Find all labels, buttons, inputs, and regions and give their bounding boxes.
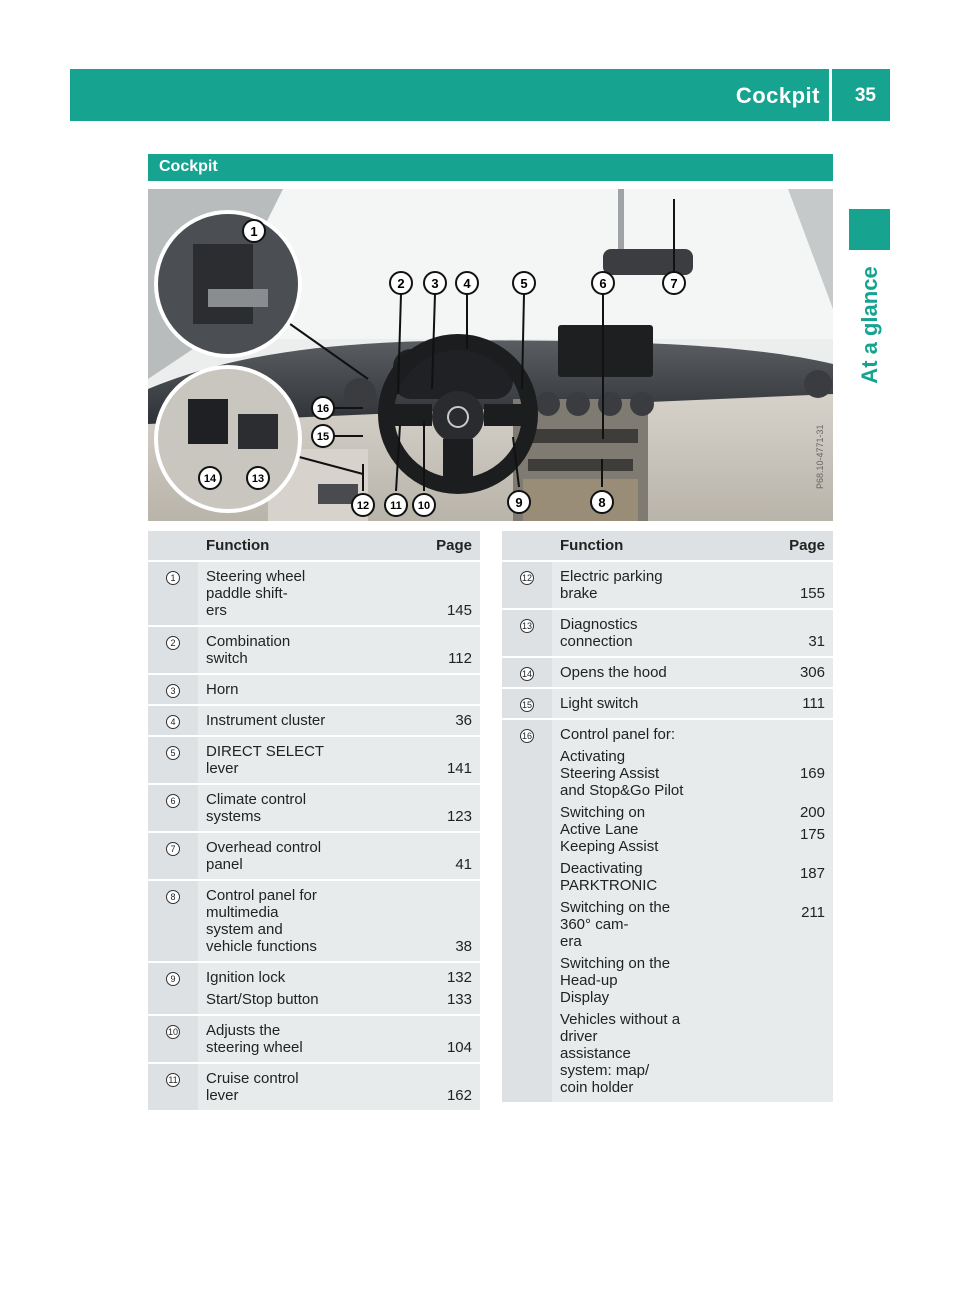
- callout-10: [413, 494, 435, 516]
- svg-text:7: 7: [670, 276, 678, 291]
- function-text: DIRECT SELECT lever: [206, 743, 324, 777]
- page-ref: 187: [799, 865, 825, 882]
- svg-text:12: 12: [356, 500, 370, 512]
- header-title: Cockpit: [735, 83, 820, 108]
- svg-text:16: 16: [316, 403, 330, 415]
- svg-text:6: 6: [599, 276, 607, 291]
- page-ref: 111: [693, 688, 834, 719]
- table-row: [148, 832, 480, 880]
- function-text: Ignition lock: [206, 969, 286, 986]
- svg-text:14: 14: [203, 473, 217, 485]
- function-table-left: [148, 531, 480, 1110]
- function-text: Instrument cluster: [206, 712, 326, 729]
- function-text: Overhead control panel: [206, 839, 322, 873]
- function-text: Opens the hood: [560, 664, 667, 681]
- callout-12: [352, 494, 374, 516]
- table-header-row: [148, 531, 480, 561]
- table-header-row: [502, 531, 833, 561]
- function-table-right: [502, 531, 833, 1102]
- cockpit-photo: [148, 189, 833, 521]
- function-text: Steering wheel paddle shift-: [206, 568, 306, 602]
- section-title: Cockpit: [159, 158, 218, 175]
- callout-number: 9: [166, 972, 180, 986]
- table-row: [148, 784, 480, 832]
- side-tab-label: At a glance: [857, 266, 882, 384]
- callout-7: [663, 272, 685, 294]
- svg-text:9: 9: [515, 495, 523, 510]
- function-text: Adjusts the steering wheel: [206, 1022, 303, 1056]
- page-ref: 141: [339, 736, 480, 784]
- table-row: [148, 962, 480, 1015]
- header-number-cell: [502, 531, 552, 561]
- function-text: Electric parking brake: [560, 568, 663, 602]
- page-ref: 132: [446, 969, 472, 986]
- callout-5: [513, 272, 535, 294]
- page-ref: 200: [799, 804, 825, 821]
- svg-text:13: 13: [251, 473, 265, 485]
- callout-number: 15: [521, 700, 532, 710]
- callout-1: [243, 220, 265, 242]
- function-text: Climate control systems: [206, 791, 307, 825]
- function-text: Keeping Assist: [560, 838, 659, 855]
- function-text: Control panel for multimedia: [206, 887, 317, 921]
- table-row: [502, 657, 833, 688]
- function-text: and Stop&Go Pilot: [560, 782, 684, 799]
- svg-text:1: 1: [250, 224, 258, 239]
- svg-text:2: 2: [397, 276, 405, 291]
- svg-text:3: 3: [431, 276, 439, 291]
- page-ref: 38: [339, 880, 480, 962]
- header-number-cell: [148, 531, 198, 561]
- table-row: [148, 1063, 480, 1110]
- callout-number: 2: [166, 636, 180, 650]
- function-text: Activating Steering Assist: [560, 748, 660, 782]
- function-text: assistance system: map/: [560, 1045, 650, 1079]
- callout-number: 10: [167, 1027, 178, 1037]
- table-row: [148, 705, 480, 736]
- table-row: [502, 688, 833, 719]
- callout-number: 7: [166, 842, 180, 856]
- function-text: Start/Stop button: [206, 991, 319, 1008]
- function-text: Combination switch: [206, 633, 291, 667]
- callout-8: [591, 491, 613, 513]
- callout-16: [312, 397, 334, 419]
- table-row: [148, 626, 480, 674]
- svg-text:5: 5: [520, 276, 528, 291]
- callout-2: [390, 272, 412, 294]
- callout-14: [199, 467, 221, 489]
- page-ref: 306: [693, 657, 834, 688]
- page-ref: 211: [801, 904, 825, 921]
- callout-number: 16: [521, 731, 532, 741]
- side-tab-marker: [849, 209, 890, 250]
- image-code: P68.10-4771-31: [815, 424, 825, 489]
- page-ref: 31: [693, 609, 834, 657]
- svg-text:11: 11: [390, 500, 402, 512]
- callout-number: 4: [166, 715, 180, 729]
- page-header: [70, 69, 890, 121]
- section-bar: [148, 154, 833, 181]
- header-page: Page: [339, 531, 480, 561]
- function-text: Control panel for:: [560, 726, 676, 743]
- page-ref: 36: [339, 705, 480, 736]
- table-row: [148, 880, 480, 962]
- function-text: Switching on the Head-up: [560, 955, 671, 989]
- callout-number: 13: [521, 621, 532, 631]
- page-ref: 169: [799, 765, 825, 782]
- page-number: 35: [854, 85, 876, 106]
- table-row: [148, 736, 480, 784]
- page-ref: 155: [693, 561, 834, 609]
- table-row: [502, 719, 833, 1102]
- callout-number: 1: [166, 571, 180, 585]
- callout-number: 12: [521, 573, 532, 583]
- function-text: ers: [206, 602, 227, 619]
- page-ref: 133: [446, 991, 472, 1008]
- page-ref: [339, 674, 480, 705]
- function-text: Deactivating PARKTRONIC: [560, 860, 658, 894]
- callout-13: [247, 467, 269, 489]
- function-text: system and vehicle functions: [206, 921, 317, 955]
- callout-number: 5: [166, 746, 180, 760]
- table-row: [148, 1015, 480, 1063]
- table-row: [502, 609, 833, 657]
- function-text: era: [560, 933, 582, 950]
- function-text: Cruise control lever: [206, 1070, 299, 1104]
- table-row: [502, 561, 833, 609]
- header-divider: [829, 69, 832, 121]
- page-ref: 112: [339, 626, 480, 674]
- callout-6: [592, 272, 614, 294]
- function-text: coin holder: [560, 1079, 634, 1096]
- function-text: Vehicles without a driver: [560, 1011, 681, 1045]
- header-page: Page: [693, 531, 834, 561]
- callout-number: 11: [166, 1073, 180, 1087]
- function-text: Switching on Active Lane: [560, 804, 646, 838]
- callout-4: [456, 272, 478, 294]
- page-ref: 145: [339, 561, 480, 626]
- callout-11: [385, 494, 407, 516]
- svg-text:4: 4: [463, 276, 471, 291]
- callout-number: 3: [166, 684, 180, 698]
- table-row: [148, 674, 480, 705]
- callout-3: [424, 272, 446, 294]
- function-text: Diagnostics connection: [560, 616, 638, 650]
- callout-number: 6: [166, 794, 180, 808]
- function-text: Display: [560, 989, 610, 1006]
- page-ref: 175: [799, 826, 825, 843]
- page-ref: 123: [339, 784, 480, 832]
- function-text: Horn: [206, 681, 239, 698]
- svg-text:15: 15: [316, 431, 330, 443]
- callout-number: 8: [166, 890, 180, 904]
- table-row: [148, 561, 480, 626]
- svg-text:10: 10: [417, 500, 431, 512]
- page-ref: 41: [339, 832, 480, 880]
- header-function: Function: [198, 531, 339, 561]
- svg-text:8: 8: [598, 495, 606, 510]
- header-function: Function: [552, 531, 693, 561]
- function-text: Light switch: [560, 695, 639, 712]
- page-ref: 162: [339, 1063, 480, 1110]
- callout-number: 14: [521, 669, 532, 679]
- function-text: Switching on the 360° cam-: [560, 899, 671, 933]
- callout-9: [508, 491, 530, 513]
- callout-15: [312, 425, 334, 447]
- page-ref: 104: [339, 1015, 480, 1063]
